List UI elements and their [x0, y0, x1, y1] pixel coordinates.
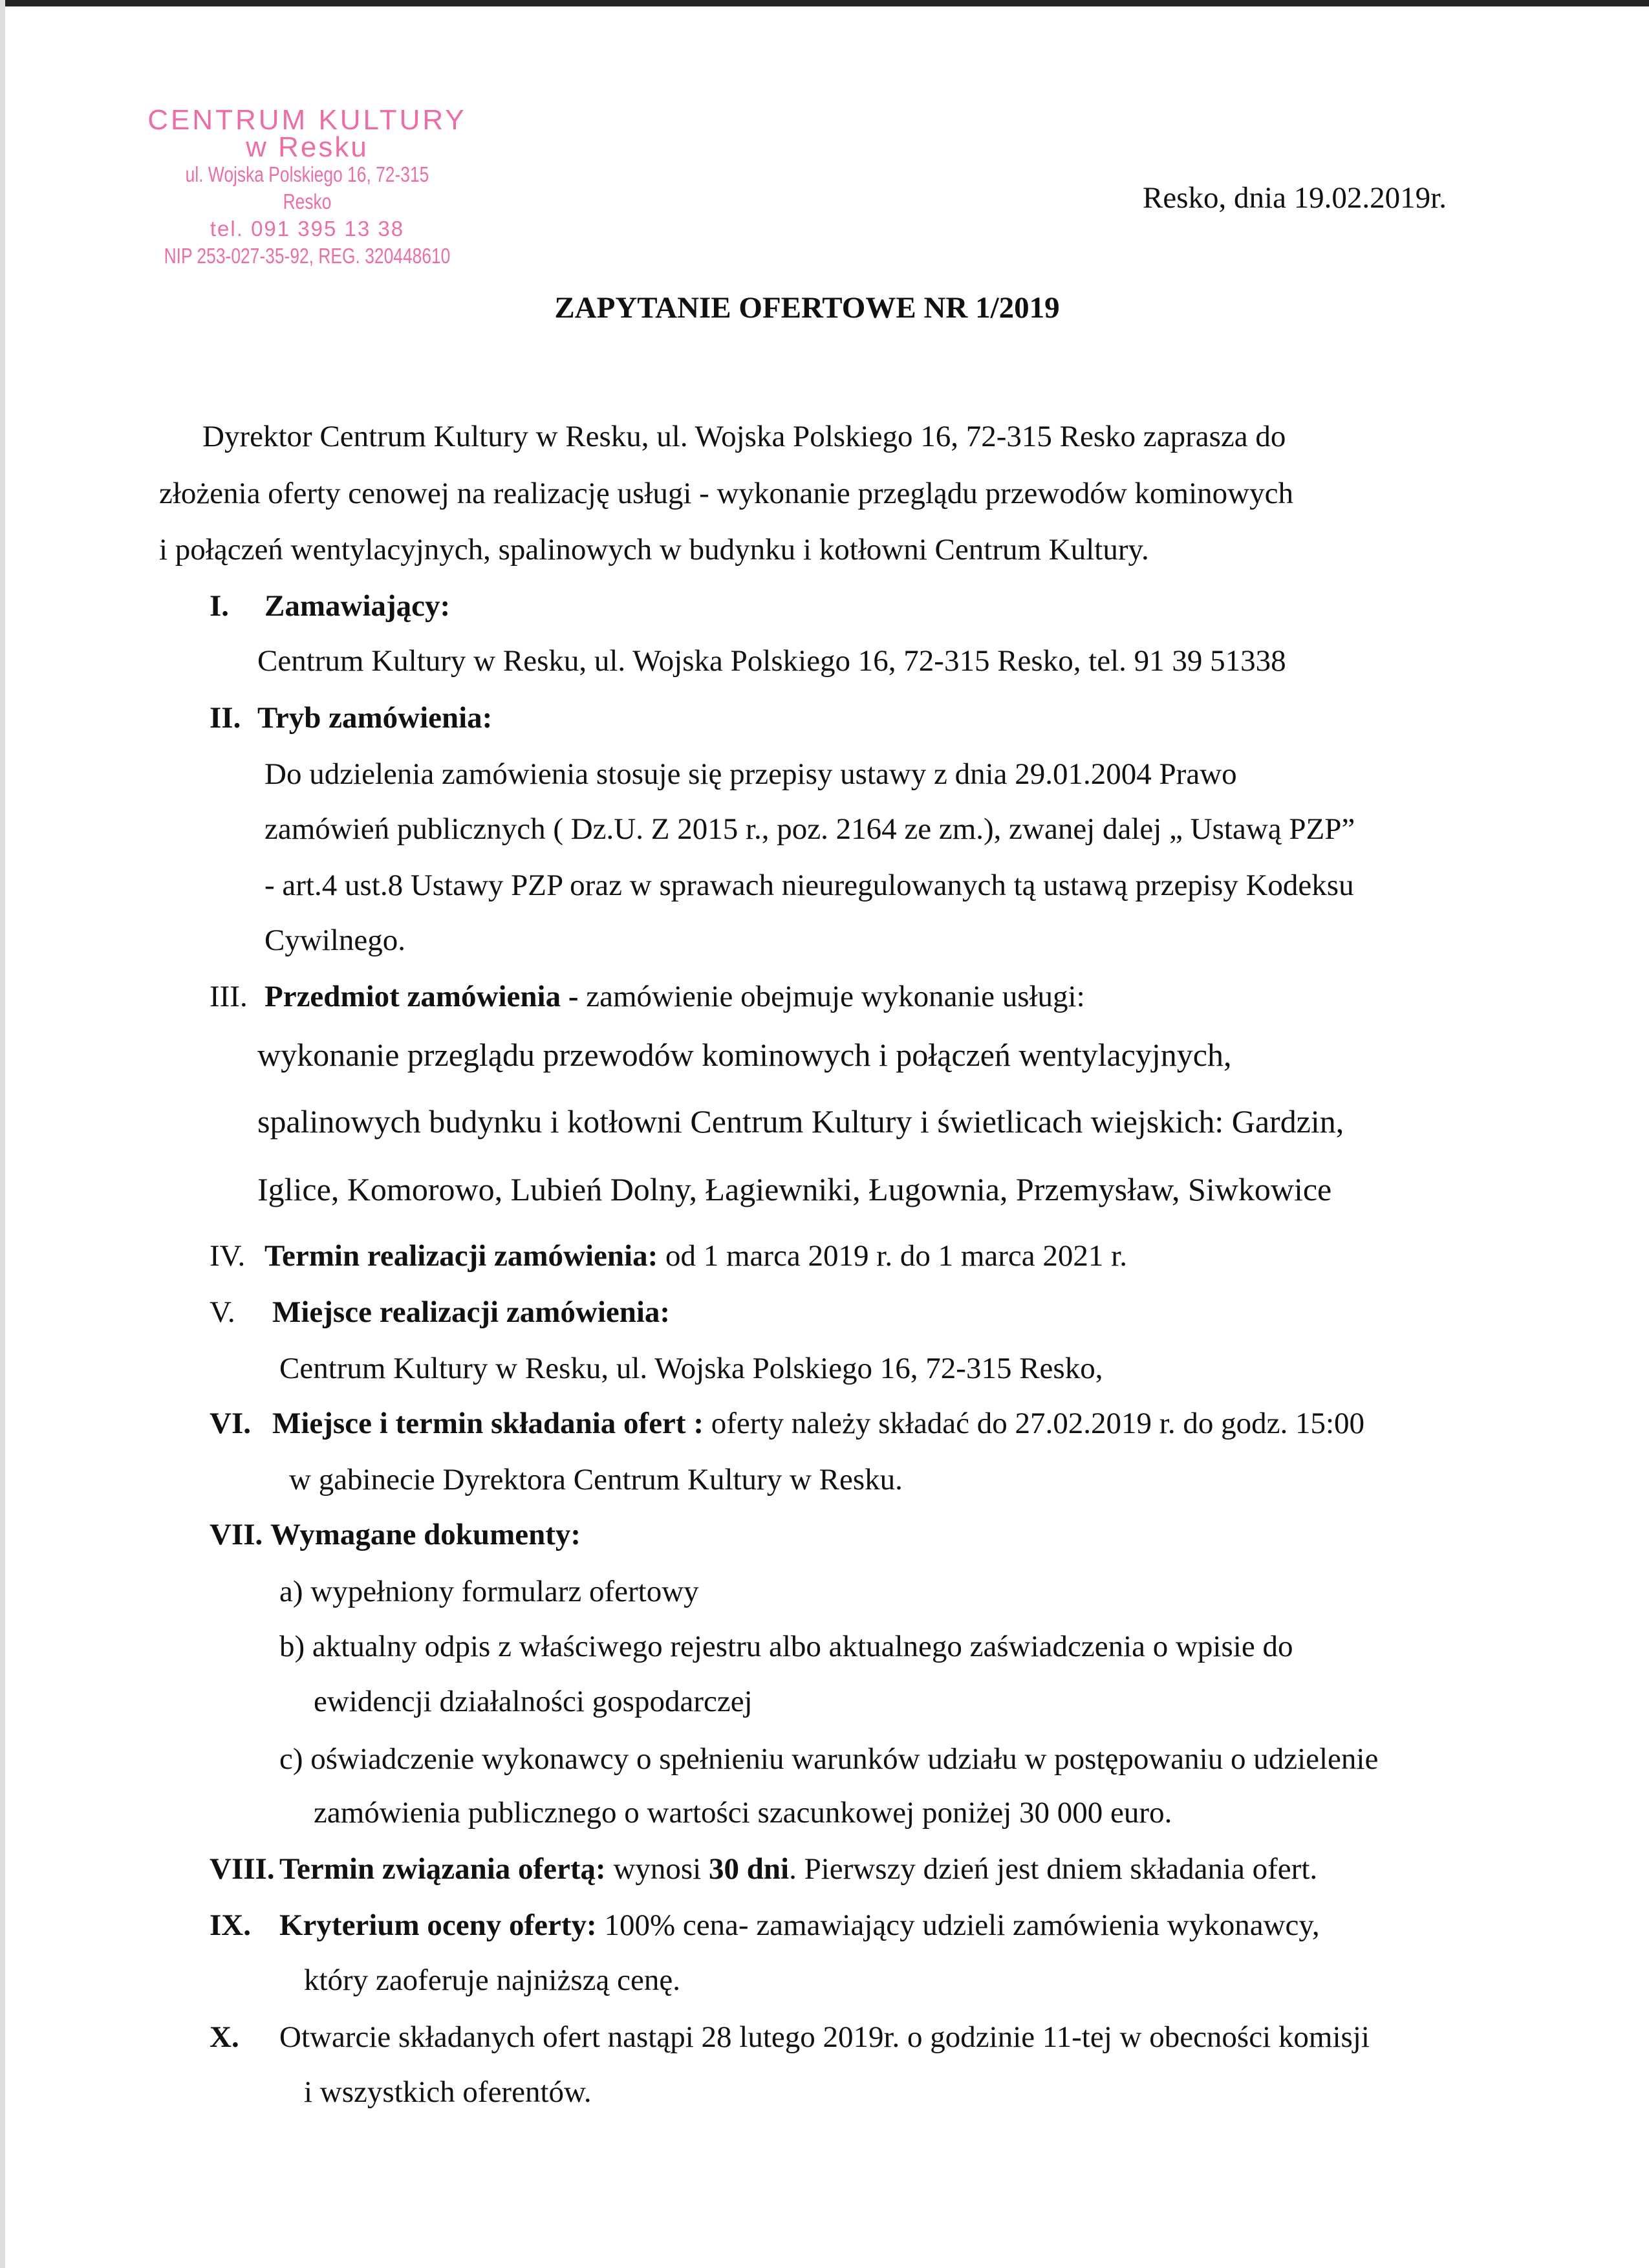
institution-stamp [123, 104, 491, 270]
section-heading: Kryterium oceny oferty: [279, 1908, 597, 1942]
section-number: X. [210, 2020, 239, 2054]
section-number: IV. [210, 1239, 246, 1273]
list-item: b) aktualny odpis z właściwego rejestru albo aktualnego zaświadczenia o wpisie do [279, 1630, 1293, 1663]
intro-line: i połączeń wentylacyjnych, spalinowych w budynku i kotłowni Centrum Kultury. [159, 533, 1149, 567]
section-heading-line [264, 977, 1085, 1016]
section-heading: Termin związania ofertą: [279, 1852, 606, 1886]
stamp-line: w Resku [246, 131, 369, 163]
section-heading-line [272, 1404, 1364, 1443]
section-number: VI. [210, 1407, 251, 1440]
section-heading-line [279, 1906, 1320, 1945]
stamp-line: CENTRUM KULTURY [147, 104, 467, 136]
document-date: Resko, dnia 19.02.2019r. [1143, 181, 1447, 215]
section-emphasis: 30 dni [709, 1852, 790, 1886]
intro-line: Dyrektor Centrum Kultury w Resku, ul. Wojska Polskiego 16, 72-315 Resko zaprasza do [202, 420, 1286, 453]
section-text: Cywilnego. [264, 923, 406, 957]
section-number: IX. [210, 1908, 251, 1942]
list-item: c) oświadczenie wykonawcy o spełnieniu warunków udziału w postępowaniu o udzielenie [279, 1742, 1379, 1776]
section-heading: Miejsce realizacji zamówienia: [272, 1295, 671, 1329]
section-text: Iglice, Komorowo, Lubień Dolny, Łagiewniki, Ługownia, Przemysław, Siwkowice [257, 1171, 1332, 1207]
list-item: ewidencji działalności gospodarczej [314, 1685, 753, 1718]
section-heading: Wymagane dokumenty: [270, 1518, 581, 1551]
section-number: V. [210, 1295, 235, 1329]
stamp-line: tel. 091 395 13 38 [210, 217, 405, 241]
section-text: . Pierwszy dzień jest dniem składania ofert. [789, 1852, 1318, 1886]
section-text: wynosi [605, 1852, 709, 1886]
section-text: od 1 marca 2019 r. do 1 marca 2021 r. [658, 1239, 1127, 1273]
document-title: ZAPYTANIE OFERTOWE NR 1/2019 [554, 291, 1060, 325]
section-heading: Tryb zamówienia: [257, 701, 493, 735]
intro-line: złożenia oferty cenowej na realizację usługi - wykonanie przeglądu przewodów kominowych [159, 477, 1293, 510]
stamp-line: NIP 253-027-35-92, REG. 320448610 [164, 244, 451, 268]
section-text: w gabinecie Dyrektora Centrum Kultury w Resku. [289, 1463, 903, 1496]
section-heading: Zamawiający: [264, 589, 451, 623]
section-number: III. [210, 980, 248, 1013]
list-item: zamówienia publicznego o wartości szacunkowej poniżej 30 000 euro. [314, 1796, 1172, 1830]
section-text: zamówień publicznych ( Dz.U. Z 2015 r., poz. 2164 ze zm.), zwanej dalej „ Ustawą PZP” [264, 812, 1355, 846]
stamp-line: ul. Wojska Polskiego 16, 72-315 Resko [185, 162, 429, 213]
section-text: spalinowych budynku i kotłowni Centrum Kultury i świetlicach wiejskich: Gardzin, [257, 1103, 1344, 1139]
section-text: - art.4 ust.8 Ustawy PZP oraz w sprawach nieuregulowanych tą ustawą przepisy Kodeksu [264, 869, 1354, 902]
section-number: VII. [210, 1518, 263, 1551]
section-text: Centrum Kultury w Resku, ul. Wojska Polskiego 16, 72-315 Resko, tel. 91 39 51338 [257, 644, 1286, 678]
section-text: który zaoferuje najniższą cenę. [304, 1963, 680, 1997]
section-heading: Przedmiot zamówienia - [264, 980, 579, 1013]
section-number: I. [210, 589, 230, 623]
section-text: wykonanie przeglądu przewodów kominowych i połączeń wentylacyjnych, [257, 1037, 1232, 1073]
section-number: VIII. [210, 1852, 275, 1886]
section-number: II. [210, 701, 241, 735]
section-heading-line [264, 1237, 1127, 1275]
section-text: oferty należy składać do 27.02.2019 r. do godz. 15:00 [703, 1407, 1365, 1440]
section-text: Do udzielenia zamówienia stosuje się przepisy ustawy z dnia 29.01.2004 Prawo [264, 757, 1237, 791]
section-text: Centrum Kultury w Resku, ul. Wojska Polskiego 16, 72-315 Resko, [279, 1352, 1103, 1385]
section-text: Otwarcie składanych ofert nastąpi 28 lutego 2019r. o godzinie 11-tej w obecności komisji [279, 2020, 1370, 2054]
section-text: i wszystkich oferentów. [304, 2075, 592, 2109]
section-heading-line [279, 1850, 1317, 1888]
section-heading: Miejsce i termin składania ofert : [272, 1407, 704, 1440]
section-text: 100% cena- zamawiający udzieli zamówienia wykonawcy, [596, 1908, 1320, 1942]
section-heading: Termin realizacji zamówienia: [264, 1239, 658, 1273]
section-text: zamówienie obejmuje wykonanie usługi: [578, 980, 1085, 1013]
scan-edge [0, 0, 1649, 6]
scan-left-edge [0, 0, 5, 2268]
list-item: a) wypełniony formularz ofertowy [279, 1575, 699, 1608]
